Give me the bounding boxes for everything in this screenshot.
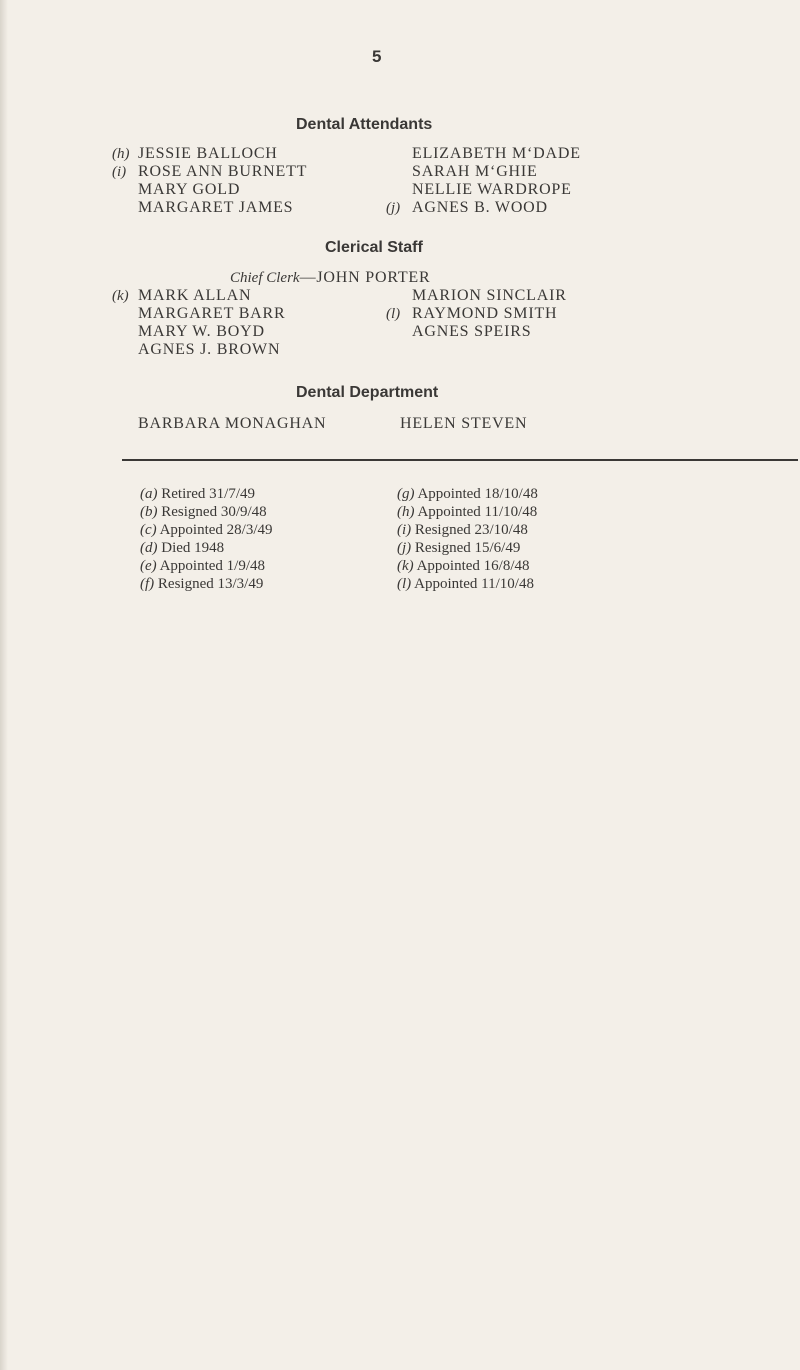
- clerk-margaret-barr: MARGARET BARR: [138, 305, 286, 322]
- footnote-mark-i: (i): [112, 164, 127, 180]
- attendant-rose-ann-burnett: ROSE ANN BURNETT: [138, 163, 308, 180]
- footnote-e-mark: (e): [140, 558, 157, 574]
- chief-clerk-name: —JOHN PORTER: [299, 269, 431, 286]
- footnote-mark-l: (l): [386, 306, 401, 322]
- footnote-b-mark: (b): [140, 504, 158, 520]
- footnote-f-text: Resigned 13/3/49: [157, 576, 264, 592]
- dental-attendants-heading: Dental Attendants: [296, 116, 433, 133]
- clerk-mark-allan: MARK ALLAN: [138, 287, 252, 304]
- footnote-b-text: Resigned 30/9/48: [161, 504, 267, 520]
- footnote-c-mark: (c): [140, 522, 157, 538]
- footnote-e: [140, 558, 265, 575]
- footnote-k: [397, 558, 530, 575]
- footnote-l-text: Appointed 11/10/48: [414, 576, 534, 592]
- footnote-j-mark: (j): [397, 540, 412, 556]
- footnote-a-mark: (a): [140, 486, 158, 502]
- clerk-agnes-speirs: AGNES SPEIRS: [412, 323, 532, 340]
- footnote-divider: [122, 459, 798, 461]
- attendant-jessie-balloch: JESSIE BALLOCH: [138, 145, 278, 162]
- attendant-margaret-james: MARGARET JAMES: [138, 199, 294, 216]
- clerk-mary-w-boyd: MARY W. BOYD: [138, 323, 265, 340]
- clerk-raymond-smith: RAYMOND SMITH: [412, 305, 558, 322]
- footnote-i: [397, 522, 528, 539]
- footnote-l-mark: (l): [397, 576, 412, 592]
- footnote-h: [397, 504, 537, 521]
- dept-barbara-monaghan: BARBARA MONAGHAN: [138, 415, 327, 432]
- footnote-h-mark: (h): [397, 504, 415, 520]
- footnote-f-mark: (f): [140, 576, 155, 592]
- footnote-i-text: Resigned 23/10/48: [414, 522, 528, 538]
- clerk-agnes-j-brown: AGNES J. BROWN: [138, 341, 281, 358]
- footnote-a: [140, 486, 255, 503]
- footnote-j: [397, 540, 520, 557]
- page-edge-shadow: [0, 0, 8, 1370]
- dental-department-heading: Dental Department: [296, 384, 439, 401]
- footnote-k-text: Appointed 16/8/48: [416, 558, 530, 574]
- footnote-g-mark: (g): [397, 486, 415, 502]
- dept-helen-steven: HELEN STEVEN: [400, 415, 528, 432]
- chief-clerk-line: [230, 269, 430, 287]
- chief-clerk-label: Chief Clerk: [230, 270, 300, 286]
- footnote-a-text: Retired 31/7/49: [161, 486, 255, 502]
- footnote-d-text: Died 1948: [161, 540, 225, 556]
- footnote-g: [397, 486, 538, 503]
- footnote-mark-j: (j): [386, 200, 401, 216]
- attendant-sarah-mghie: SARAH M‘GHIE: [412, 163, 538, 180]
- attendant-mary-gold: MARY GOLD: [138, 181, 241, 198]
- footnote-k-mark: (k): [397, 558, 414, 574]
- footnote-d: [140, 540, 224, 557]
- clerical-staff-heading: Clerical Staff: [325, 239, 423, 256]
- footnote-h-text: Appointed 11/10/48: [417, 504, 538, 520]
- footnote-c: [140, 522, 273, 539]
- footnote-g-text: Appointed 18/10/48: [417, 486, 538, 502]
- page-number: 5: [372, 47, 382, 66]
- clerk-marion-sinclair: MARION SINCLAIR: [412, 287, 567, 304]
- footnote-c-text: Appointed 28/3/49: [159, 522, 273, 538]
- footnote-j-text: Resigned 15/6/49: [414, 540, 521, 556]
- footnote-e-text: Appointed 1/9/48: [159, 558, 266, 574]
- attendant-elizabeth-mdade: ELIZABETH M‘DADE: [412, 145, 581, 162]
- footnote-i-mark: (i): [397, 522, 412, 538]
- footnote-mark-k: (k): [112, 288, 129, 304]
- footnote-l: [397, 576, 534, 593]
- footnote-d-mark: (d): [140, 540, 158, 556]
- attendant-nellie-wardrope: NELLIE WARDROPE: [412, 181, 572, 198]
- footnote-mark-h: (h): [112, 146, 130, 162]
- footnote-f: [140, 576, 263, 593]
- footnote-b: [140, 504, 267, 521]
- attendant-agnes-b-wood: AGNES B. WOOD: [412, 199, 548, 216]
